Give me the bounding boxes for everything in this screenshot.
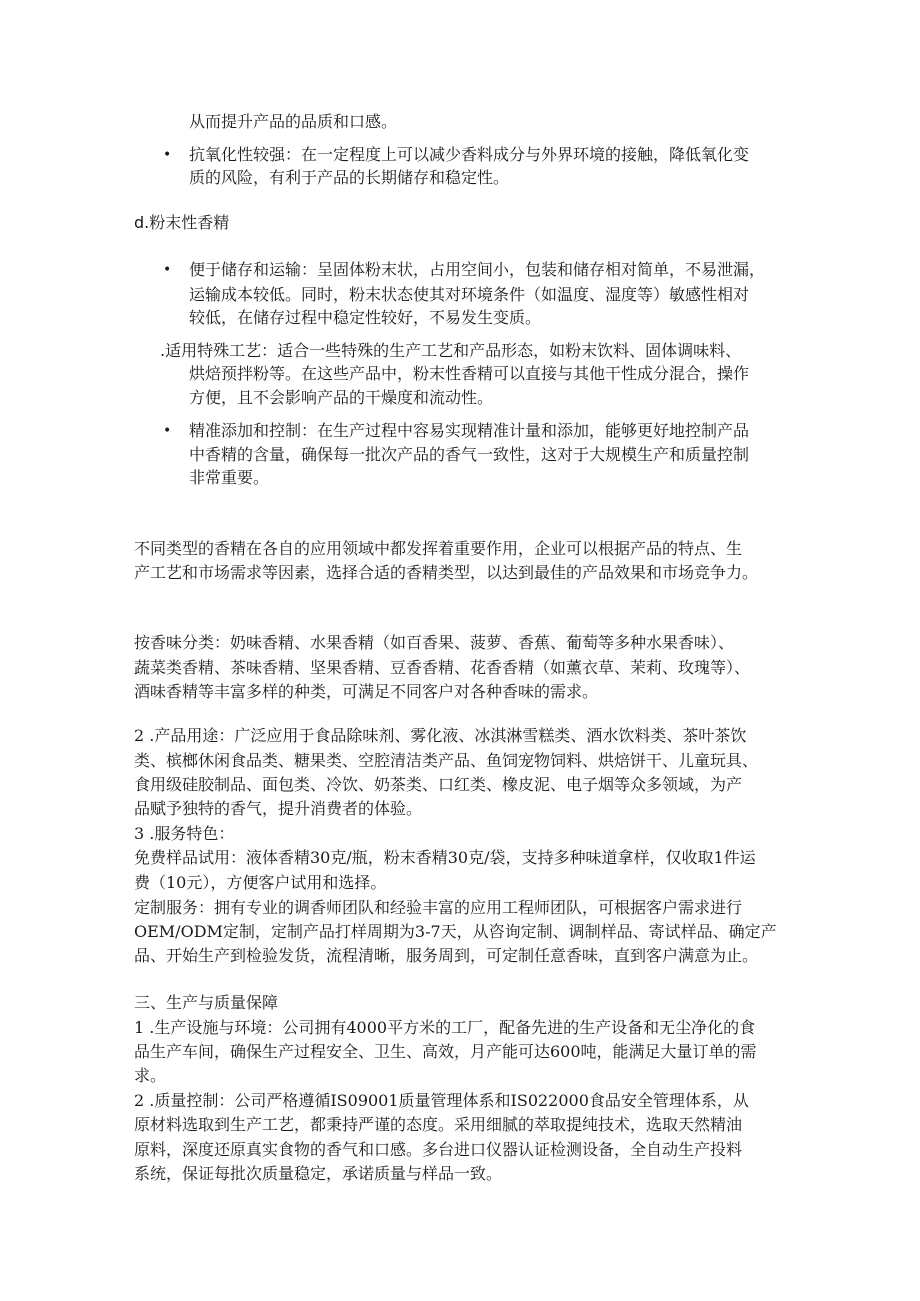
storage-line-1: 便于储存和运输：呈固体粉末状，占用空间小，包装和储存相对简单，不易泄漏， <box>189 260 766 279</box>
storage-line-3: 较低，在储存过程中稳定性较好，不易发生变质。 <box>189 308 542 327</box>
facility-line-2: 品生产车间，确保生产过程安全、卫生、高效，月产能可达600吨，能满足大量订单的需 <box>134 1042 757 1061</box>
quality-line-2: 原材料选取到生产工艺，都秉持严谨的态度。采用细腻的萃取提纯技术，选取天然精油 <box>134 1115 743 1134</box>
precision-line-1: 精准添加和控制：在生产过程中容易实现精准计量和添加，能够更好地控制产品 <box>189 421 750 440</box>
quality-line-3: 原料，深度还原真实食物的香气和口感。多台进口仪器认证检测设备，全自动生产投料 <box>134 1140 743 1159</box>
facility-line-1: 1 .生产设施与环境：公司拥有4000平方米的工厂，配备先进的生产设备和无尘净化的食 <box>134 1018 756 1037</box>
summary-line-1: 不同类型的香精在各自的应用领域中都发挥着重要作用，企业可以根据产品的特点、生 <box>134 539 743 558</box>
process-line-3: 方便，且不会影响产品的干燥度和流动性。 <box>189 388 494 407</box>
precision-line-3: 非常重要。 <box>189 468 270 487</box>
product-use-line-4: 品赋予独特的香气，提升消费者的体验。 <box>134 799 423 818</box>
storage-line-2: 运输成本较低。同时，粉末状态使其对环境条件（如温度、湿度等）敏感性相对 <box>189 285 750 304</box>
bullet-dot-icon: • <box>163 262 172 278</box>
flavor-line-1: 按香味分类：奶味香精、水果香精（如百香果、菠萝、香蕉、葡萄等多种水果香味）、 <box>134 633 735 652</box>
product-use-line-2: 类、槟榔休闲食品类、糖果类、空腔清洁类产品、鱼饲宠物饲料、烘焙饼干、儿童玩具、 <box>134 751 759 770</box>
process-line-2: 烘焙预拌粉等。在这些产品中，粉末性香精可以直接与其他干性成分混合，操作 <box>189 364 750 383</box>
flavor-line-3: 酒味香精等丰富多样的种类，可满足不同客户对各种香味的需求。 <box>134 682 599 701</box>
summary-line-2: 产工艺和市场需求等因素，选择合适的香精类型，以达到最佳的产品效果和市场竞争力。 <box>134 563 759 582</box>
product-use-line-3: 食用级硅胶制品、面包类、冷饮、奶茶类、口红类、橡皮泥、电子烟等众多领域，为产 <box>134 775 743 794</box>
quality-line-1: 2 .质量控制：公司严格遵循IS09001质量管理体系和IS022000食品安全管理体系，从 <box>134 1091 749 1110</box>
flavor-line-2: 蔬菜类香精、茶味香精、坚果香精、豆香香精、花香香精（如薰衣草、茉莉、玫瑰等）、 <box>134 658 751 677</box>
bullet-dot-icon: • <box>163 147 172 163</box>
custom-line-3: 品、开始生产到检验发货，流程清晰，服务周到，可定制任意香味，直到客户满意为止。 <box>134 946 759 965</box>
product-use-line-1: 2 .产品用途：广泛应用于食品除味剂、雾化液、冰淇淋雪糕类、酒水饮料类、茶叶茶饮 <box>134 726 747 745</box>
facility-line-3: 求。 <box>134 1066 167 1085</box>
bullet-dot-icon: • <box>163 423 172 439</box>
sample-line-2: 费（10元），方便客户试用和选择。 <box>134 873 387 892</box>
custom-line-2: OEM/ODM定制，定制产品打样周期为3-7天，从咨询定制、调制样品、寄试样品、确定产 <box>134 922 777 941</box>
quality-line-4: 系统，保证每批次质量稳定，承诺质量与样品一致。 <box>134 1164 503 1183</box>
antioxidation-line-1: 抗氧化性较强：在一定程度上可以减少香料成分与外界环境的接触，降低氧化变 <box>189 145 750 164</box>
precision-line-2: 中香精的含量，确保每一批次产品的香气一致性，这对于大规模生产和质量控制 <box>189 445 750 464</box>
continuation-line: 从而提升产品的品质和口感。 <box>189 112 398 131</box>
antioxidation-line-2: 质的风险，有利于产品的长期储存和稳定性。 <box>189 168 510 187</box>
service-heading: 3 .服务特色： <box>134 824 235 843</box>
process-line-1: .适用特殊工艺：适合一些特殊的生产工艺和产品形态，如粉末饮料、固体调味料、 <box>160 341 742 360</box>
sample-line-1: 免费样品试用：液体香精30克/瓶，粉末香精30克/袋，支持多种味道拿样，仅收取1件运 <box>134 848 756 867</box>
custom-line-1: 定制服务：拥有专业的调香师团队和经验丰富的应用工程师团队，可根据客户需求进行 <box>134 898 743 917</box>
production-quality-heading: 三、生产与质量保障 <box>134 993 279 1012</box>
section-d-heading: d.粉末性香精 <box>134 213 230 232</box>
